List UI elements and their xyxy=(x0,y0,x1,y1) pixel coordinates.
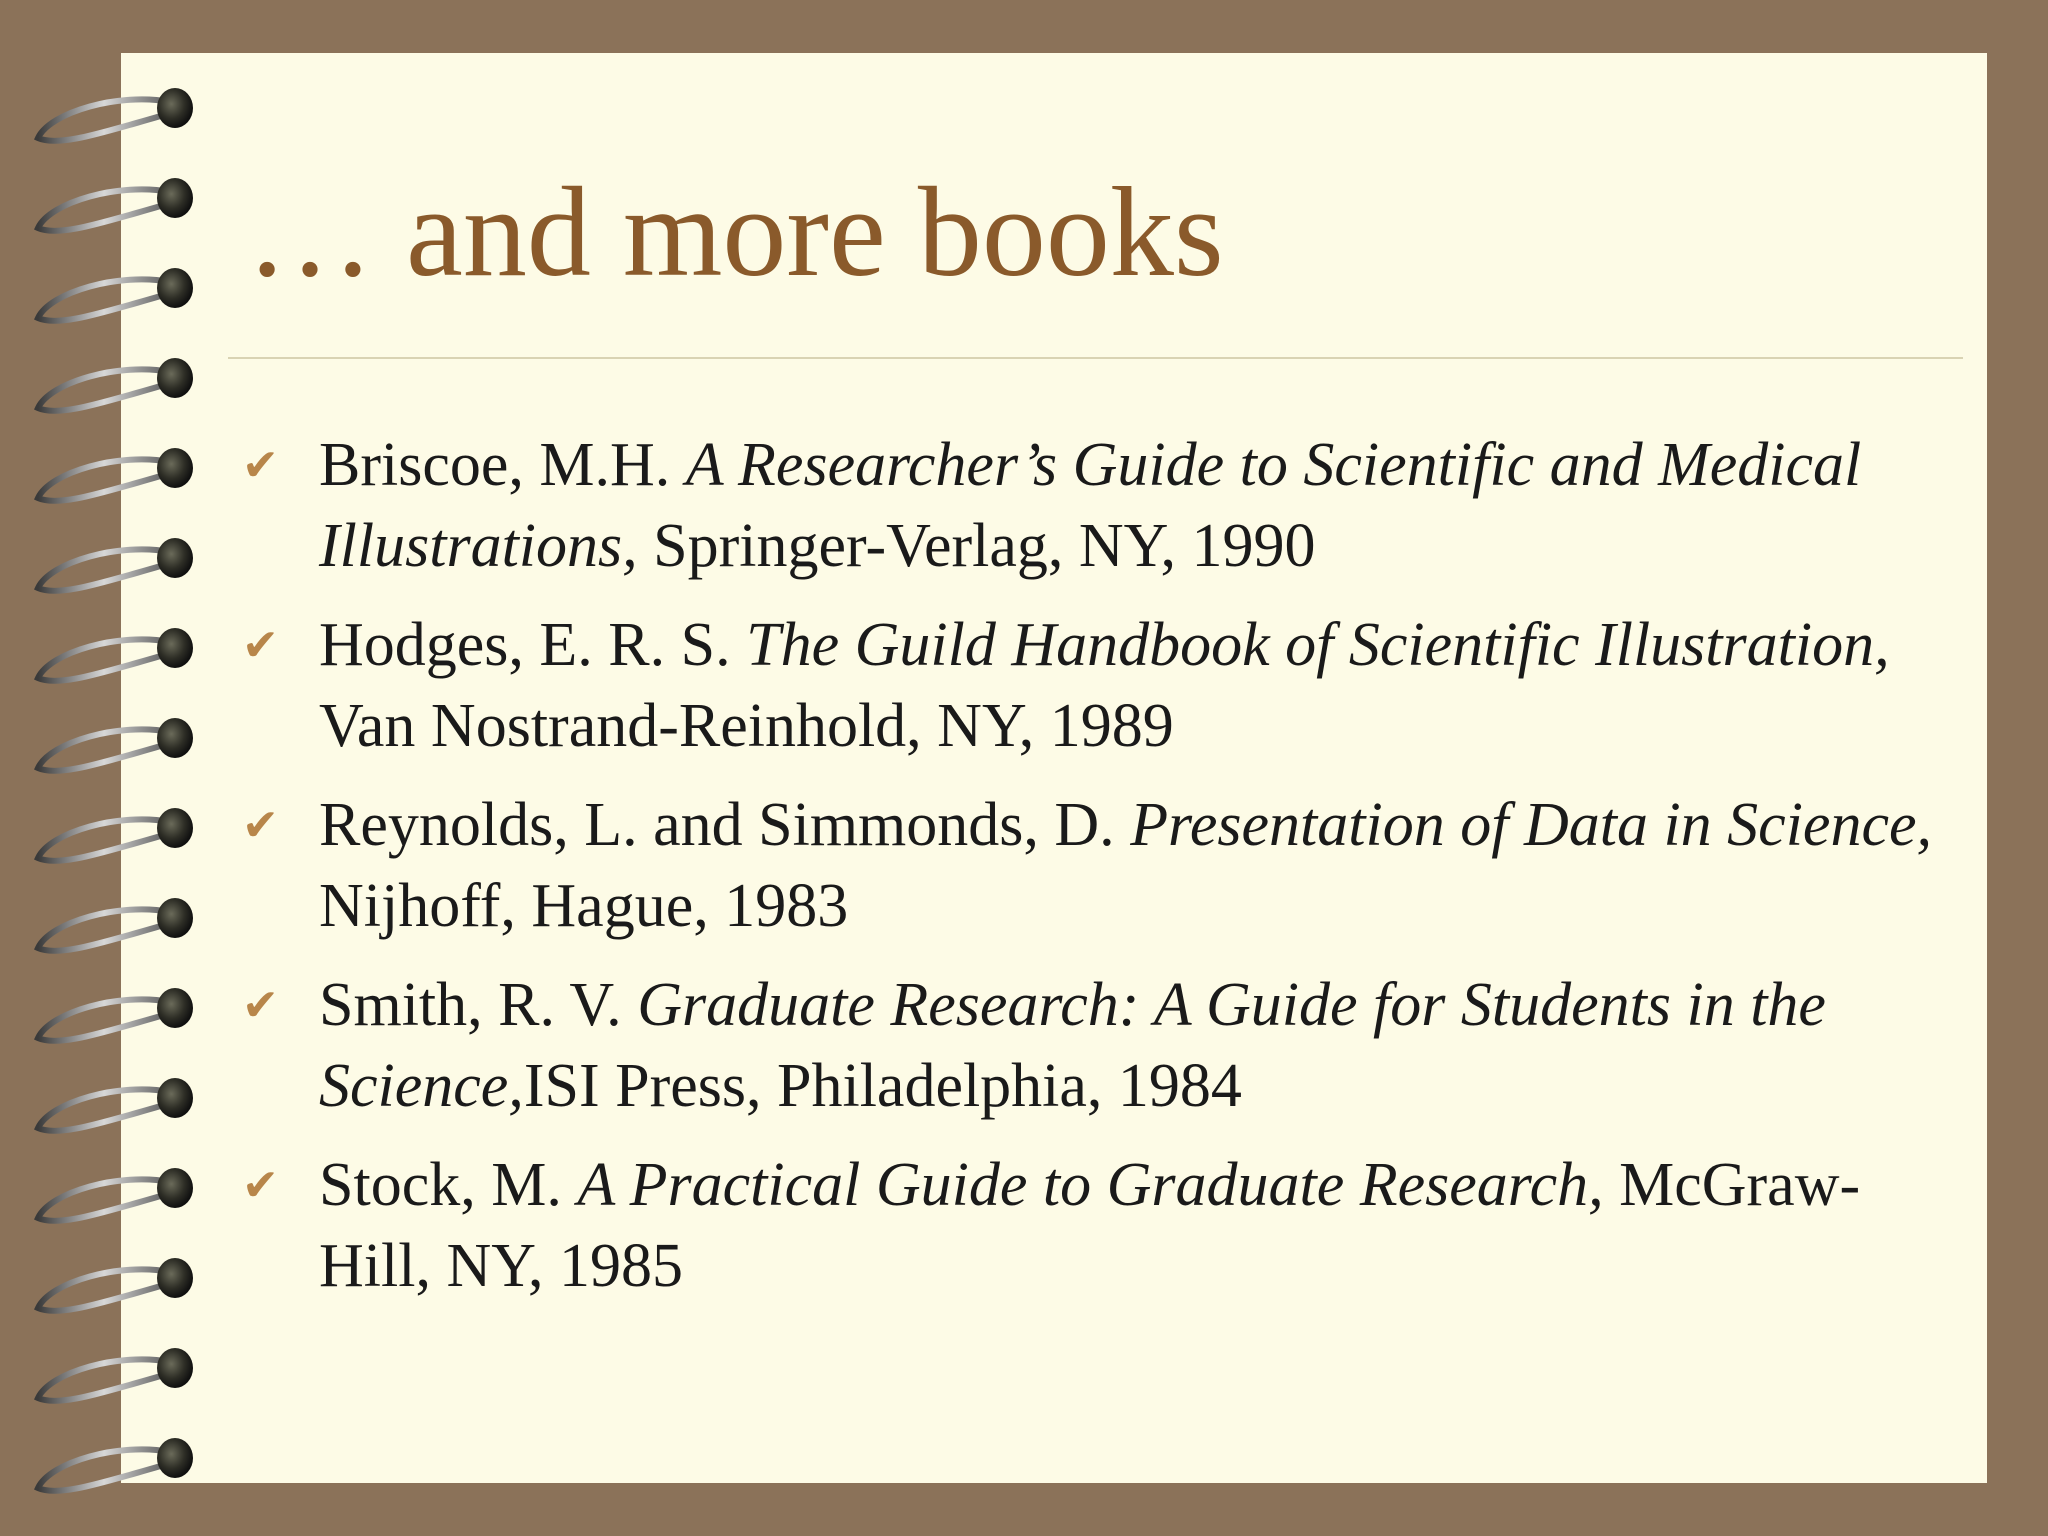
reference-book-title: A Researcher’s Guide to Scientific and Medical Illustrations, xyxy=(319,431,1862,580)
spiral-ring xyxy=(38,1348,193,1401)
check-mark-icon: ✔ xyxy=(242,980,279,1031)
reference-authors: Hodges, E. R. S. xyxy=(319,611,747,679)
reference-publisher: McGraw-Hill, NY, 1985 xyxy=(319,1151,1861,1300)
reference-item xyxy=(242,785,1962,947)
reference-book-title: Presentation of Data in Science, xyxy=(1130,791,1932,859)
reference-item xyxy=(242,605,1962,767)
spiral-ring xyxy=(38,538,193,591)
reference-authors: Stock, M. xyxy=(319,1151,578,1219)
reference-publisher: Van Nostrand-Reinhold, NY, 1989 xyxy=(319,692,1174,760)
spiral-ring xyxy=(38,988,193,1041)
reference-book-title: A Practical Guide to Graduate Research, xyxy=(577,1151,1604,1219)
reference-authors: Smith, R. V. xyxy=(319,971,638,1039)
check-mark-icon: ✔ xyxy=(242,800,279,851)
spiral-ring xyxy=(38,1258,193,1311)
check-mark-icon: ✔ xyxy=(242,440,279,491)
reference-book-title: The Guild Handbook of Scientific Illustration, xyxy=(746,611,1890,679)
reference-item xyxy=(242,965,1962,1127)
spiral-ring xyxy=(38,88,193,141)
spiral-ring xyxy=(38,448,193,501)
reference-item xyxy=(242,1145,1962,1307)
reference-publisher: Springer-Verlag, NY, 1990 xyxy=(637,512,1316,580)
spiral-ring xyxy=(38,1438,193,1491)
reference-publisher: ISI Press, Philadelphia, 1984 xyxy=(523,1052,1242,1120)
spiral-ring xyxy=(38,358,193,411)
spiral-ring xyxy=(38,268,193,321)
reference-item xyxy=(242,425,1962,587)
title-divider xyxy=(228,357,1963,359)
spiral-ring xyxy=(38,1078,193,1131)
reference-book-title: Graduate Research: A Guide for Students in the Science, xyxy=(319,971,1826,1120)
spiral-ring xyxy=(38,898,193,951)
spiral-ring xyxy=(38,178,193,231)
spiral-ring xyxy=(38,718,193,771)
check-mark-icon: ✔ xyxy=(242,620,279,671)
slide-title: … and more books xyxy=(246,161,1224,303)
reference-authors: Briscoe, M.H. xyxy=(319,431,686,499)
spiral-binding xyxy=(0,0,220,1536)
reference-authors: Reynolds, L. and Simmonds, D. xyxy=(319,791,1131,859)
spiral-ring xyxy=(38,808,193,861)
reference-publisher: Nijhoff, Hague, 1983 xyxy=(319,872,849,940)
reference-list xyxy=(242,425,1962,1325)
spiral-ring xyxy=(38,628,193,681)
spiral-ring xyxy=(38,1168,193,1221)
check-mark-icon: ✔ xyxy=(242,1160,279,1211)
